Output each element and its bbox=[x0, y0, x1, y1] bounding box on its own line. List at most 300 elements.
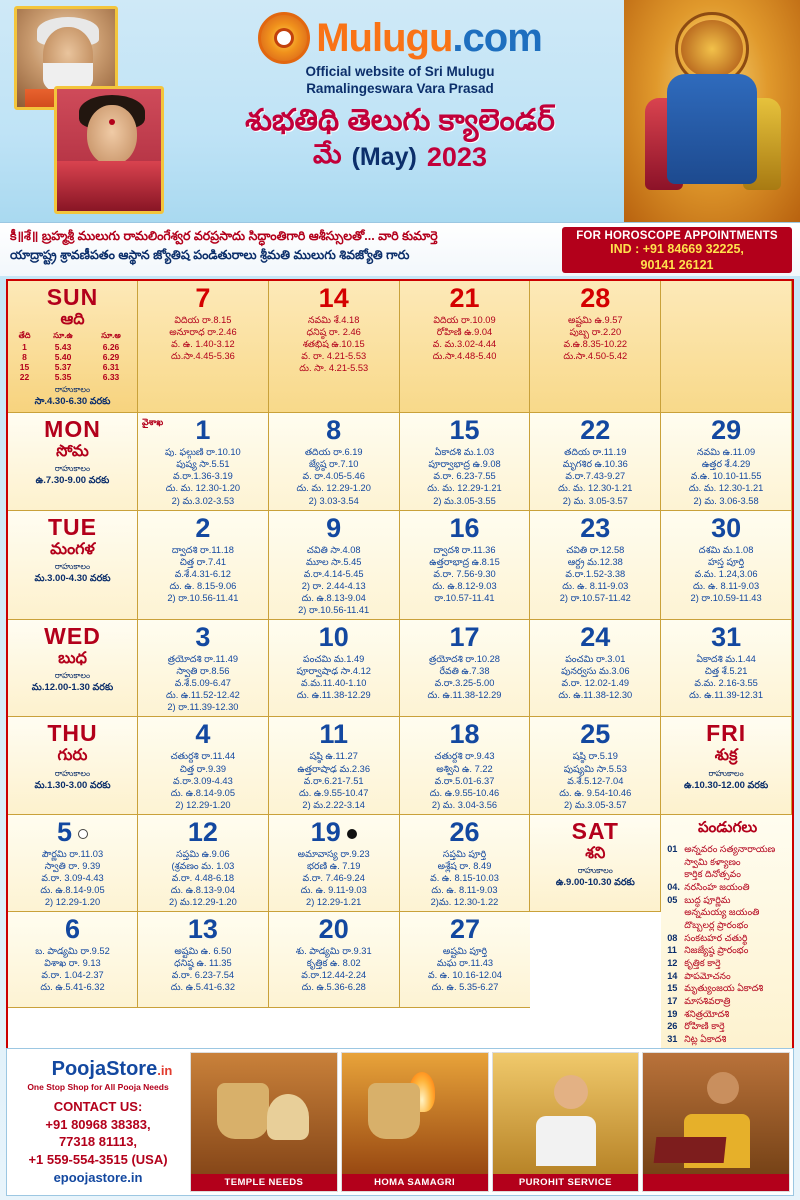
day-cell[interactable] bbox=[138, 511, 269, 620]
day-cell[interactable] bbox=[400, 815, 531, 912]
festival-date bbox=[667, 906, 680, 919]
panchangam-line: పూర్వాషాఢ సా.4.12 bbox=[296, 666, 371, 677]
weekday-name-te: మంగళ bbox=[50, 540, 95, 558]
panchangam-line: చవితి రా.12.58 bbox=[566, 544, 625, 555]
panchangam-line: స్వాతి రా. 9.39 bbox=[44, 860, 101, 871]
store-phone-3: +1 559-554-3515 (USA) bbox=[28, 1151, 168, 1167]
day-cell[interactable] bbox=[400, 511, 531, 620]
festival-date: 19 bbox=[667, 1008, 678, 1019]
day-cell[interactable] bbox=[138, 413, 269, 510]
panchangam-line: రేవతి ఉ.7.38 bbox=[439, 666, 490, 677]
festival-date: 17 bbox=[667, 996, 678, 1007]
sun-table-cell: 6.31 bbox=[102, 362, 120, 373]
weekday-name-te: బుధ bbox=[58, 650, 87, 668]
rahukalam-time: ఉ.7.30-9.00 వరకు bbox=[35, 475, 110, 487]
festival-name: రోహిణి కార్తె bbox=[684, 1021, 725, 1032]
panchangam-line: దు. ఉ.8.14-9.05 bbox=[40, 885, 105, 896]
panchangam-line: వ.రా. 6.23-7.55 bbox=[433, 471, 496, 482]
month-start-tag: వైశాఖ bbox=[142, 417, 164, 428]
day-number: 4 bbox=[195, 719, 211, 750]
panchangam-line: వ.శే.5.09-6.47 bbox=[174, 678, 231, 689]
panchangam-line: పంచమి మ.1.49 bbox=[303, 654, 365, 665]
festival-name: నరసింహ జయంతి bbox=[684, 881, 750, 892]
panchangam-line: దు. మ. 12.30-1.21 bbox=[558, 483, 633, 494]
festival-item bbox=[667, 1020, 788, 1033]
festival-name: దొబ్బలర్ల ప్రారంభం bbox=[684, 919, 749, 930]
day-number: 15 bbox=[449, 415, 480, 446]
weekday-name-te: ఆది bbox=[60, 311, 85, 328]
panchangam-line: షష్ఠి ఉ.11.27 bbox=[309, 751, 358, 762]
day-cell[interactable] bbox=[269, 511, 400, 620]
brand-wordmark bbox=[316, 18, 542, 58]
panchangam-line: అష్టమి ఉ.9.57 bbox=[567, 315, 623, 325]
panchangam-line: దు. ఉ. 5.35-6.27 bbox=[431, 982, 499, 993]
panchangam-line: తదియ రా.6.19 bbox=[304, 447, 363, 458]
day-cell[interactable] bbox=[530, 281, 661, 413]
footer-tiles bbox=[187, 1049, 793, 1195]
panchangam-line: దు.సా.4.50-5.42 bbox=[563, 351, 628, 362]
festival-item bbox=[667, 894, 788, 907]
horoscope-phone-1: IND : +91 84669 32225, bbox=[610, 242, 744, 256]
panchangam-line: దు. ఉ.11.38-12.29 bbox=[427, 690, 502, 701]
festivals-title: పండుగలు bbox=[698, 818, 758, 836]
horoscope-appointment-box[interactable] bbox=[562, 227, 792, 273]
rahukalam-time: ఉ.10.30-12.00 వరకు bbox=[683, 779, 769, 791]
day-number: 30 bbox=[711, 512, 742, 543]
festival-date: 12 bbox=[667, 958, 678, 969]
panchangam-line: దు. ఉ.8.13-9.04 bbox=[301, 592, 366, 603]
panchangam-line: వ. ఉ. 10.16-12.04 bbox=[427, 970, 502, 981]
weekday-name-te: శుక్ర bbox=[714, 747, 738, 765]
panchangam-line: చిత్త రా.7.41 bbox=[179, 556, 227, 567]
store-phone-2: 77318 81113, bbox=[58, 1134, 138, 1150]
day-cell[interactable] bbox=[269, 815, 400, 912]
weekday-name-te: సోమ bbox=[56, 443, 89, 461]
panchangam-line: అనూరాధ రా.2.46 bbox=[169, 327, 237, 338]
weekday-name-te: శని bbox=[585, 844, 606, 862]
panchangam-line: చతుర్దశి రా.11.44 bbox=[170, 751, 236, 762]
festivals-list bbox=[667, 843, 788, 1046]
panchangam-line: వ.రా.4.14-5.45 bbox=[303, 568, 364, 579]
year-label: 2023 bbox=[426, 142, 487, 173]
day-number: 3 bbox=[195, 622, 211, 653]
weekday-name-en: FRI bbox=[706, 720, 747, 747]
day-number: 17 bbox=[449, 622, 480, 653]
panchangam-line: చవితి సా.4.08 bbox=[306, 544, 361, 555]
festival-item bbox=[667, 906, 788, 919]
weekday-header-sun bbox=[8, 281, 138, 413]
panchangam-line: 2) మ.3.02-3.53 bbox=[171, 495, 235, 506]
day-cell[interactable] bbox=[661, 281, 792, 413]
panchangam-line: దు.సా.4.45-5.36 bbox=[170, 351, 235, 362]
rahukalam-label: రాహుకాలం bbox=[577, 866, 613, 876]
sun-table-cell: 5.43 bbox=[54, 342, 72, 353]
sun-table-cell: 5.40 bbox=[54, 352, 72, 363]
panchangam-line: దు. ఉ.9.55-10.47 bbox=[298, 787, 369, 798]
panchangam-line: 2) రా.10.56-11.41 bbox=[167, 592, 239, 603]
day-cell[interactable] bbox=[8, 815, 138, 912]
day-cell[interactable] bbox=[530, 620, 661, 717]
sun-table-cell: 6.33 bbox=[102, 372, 120, 383]
day-number: 14 bbox=[318, 283, 349, 313]
panchangam-line: ఏకాదశి మ.1.44 bbox=[696, 654, 756, 665]
contact-label: CONTACT US: bbox=[53, 1099, 143, 1114]
day-cell[interactable] bbox=[661, 620, 792, 717]
festival-name: పాపమోచనం bbox=[684, 970, 731, 981]
day-cell[interactable] bbox=[400, 620, 531, 717]
day-number: 16 bbox=[449, 512, 480, 543]
day-number: 2 bbox=[195, 512, 211, 543]
festival-date: 11 bbox=[667, 945, 677, 956]
panchangam-line: పుష్యమి సా.5.53 bbox=[563, 763, 627, 774]
sun-table-cell: 5.37 bbox=[54, 362, 72, 373]
day-number: 25 bbox=[580, 719, 611, 750]
day-cell[interactable] bbox=[400, 912, 531, 1008]
panchangam-line: ఏకాదశి మ.1.03 bbox=[434, 447, 495, 458]
sun-table-cell: 6.29 bbox=[102, 352, 120, 363]
festival-name: బుద్ధ పూర్ణిమ bbox=[684, 894, 731, 905]
month-row bbox=[172, 139, 628, 177]
panchangam-line: శు. పాడ్యమి రా.9.31 bbox=[295, 946, 372, 957]
panchangam-line: దు. ఉ.11.38-12.29 bbox=[296, 690, 371, 701]
festival-name: కృత్తిక కార్తె bbox=[684, 958, 721, 969]
panchangam-line: నవమి శే.4.18 bbox=[308, 315, 360, 325]
horoscope-title: FOR HOROSCOPE APPOINTMENTS bbox=[576, 230, 778, 242]
day-number: 27 bbox=[449, 914, 481, 945]
panchangam-line: వ.రా.5.01-6.37 bbox=[434, 775, 495, 786]
rahukalam-time: మ.12.00-1.30 వరకు bbox=[31, 682, 114, 694]
panchangam-line: త్రయోదశి రా.10.28 bbox=[428, 654, 500, 665]
festival-date: 05 bbox=[667, 894, 678, 905]
festival-name: అన్నవరం సత్యనారాయణ స్వామి కళ్యాణం bbox=[684, 843, 776, 867]
panchangam-line: అష్టమి పూర్తి bbox=[442, 946, 488, 957]
rahukalam-label: రాహుకాలం bbox=[54, 768, 91, 778]
store-phone-1: +91 80968 38383, bbox=[45, 1116, 151, 1132]
panchangam-line: వ.రా.3.25-5.00 bbox=[434, 678, 495, 689]
sun-table-row bbox=[10, 362, 135, 372]
sun-table-cell: 1 bbox=[22, 342, 27, 353]
weekday-name-en: WED bbox=[44, 623, 101, 650]
panchangam-line: వ.రా. 1.04-2.37 bbox=[41, 970, 104, 981]
day-cell[interactable] bbox=[400, 413, 531, 510]
weekday-name-te: గురు bbox=[57, 747, 88, 765]
header-portraits bbox=[6, 4, 172, 216]
panchangam-line: వ. రా. 4.21-5.53 bbox=[301, 351, 367, 362]
festival-name: అన్నమయ్య జయంతి bbox=[684, 907, 760, 918]
day-cell[interactable] bbox=[269, 717, 400, 814]
panchangam-line: వ. మ.3.02-4.44 bbox=[432, 339, 497, 350]
sunrise-sunset-table bbox=[10, 331, 135, 382]
day-number: 18 bbox=[449, 719, 480, 750]
astrologer-banner bbox=[0, 222, 800, 276]
panchangam-line: 2) రా.10.56-11.41 bbox=[298, 604, 370, 615]
store-name-text: PoojaStore bbox=[51, 1057, 158, 1080]
panchangam-line: దు. ఉ. 8.11-9.03 bbox=[562, 580, 629, 591]
panchangam-line: పుష్య సా.5.51 bbox=[176, 459, 230, 470]
panchangam-line: దు. ఉ. 8.11-9.03 bbox=[693, 580, 760, 591]
horoscope-phone-2: 90141 26121 bbox=[640, 257, 714, 272]
festival-item bbox=[667, 843, 788, 868]
weekday-header-thu bbox=[8, 717, 138, 814]
panchangam-line: వ.శే.5.12-7.04 bbox=[567, 775, 624, 786]
panchangam-line: దశమి మ.1.08 bbox=[698, 544, 754, 555]
weekday-name-en: SUN bbox=[46, 284, 99, 310]
day-cell[interactable] bbox=[269, 281, 400, 413]
panchangam-line: ద్వాదశి రా.11.18 bbox=[171, 544, 234, 555]
store-website[interactable]: epoojastore.in bbox=[53, 1170, 143, 1186]
brand-subtitle-line2: Ramalingeswara Vara Prasad bbox=[306, 80, 494, 96]
panchangam-line: వ.ఉ. 10.10-11.55 bbox=[690, 471, 762, 482]
day-number: 20 bbox=[318, 914, 349, 945]
day-cell[interactable] bbox=[530, 413, 661, 510]
panchangam-line: దు. ఉ. 9.11-9.03 bbox=[300, 885, 367, 896]
store-info bbox=[7, 1049, 187, 1195]
sun-table-row bbox=[10, 352, 135, 362]
day-number: 28 bbox=[580, 283, 611, 313]
panchangam-line: 2) మ.2.22-3.14 bbox=[302, 799, 365, 810]
panchangam-line: శతభిష ఉ.10.15 bbox=[302, 339, 365, 350]
panchangam-line: దు. ఉ.5.36-6.28 bbox=[301, 982, 366, 993]
panchangam-line: దు. ఉ.8.12-9.03 bbox=[432, 580, 497, 591]
panchangam-line: అశ్విని ఉ. 7.22 bbox=[436, 763, 493, 774]
panchangam-line: విదియ రా.10.09 bbox=[433, 315, 496, 325]
panchangam-line: అష్టమి ఉ. 6.50 bbox=[174, 946, 232, 957]
panchangam-line: 2) మ.12.29-1.20 bbox=[169, 897, 237, 908]
sun-table-cell: 6.26 bbox=[102, 342, 120, 353]
rahukalam-label: రాహుకాలం bbox=[54, 561, 91, 571]
panchangam-line: జ్యేష్ఠ రా.7.10 bbox=[308, 459, 359, 470]
weekday-header-wed bbox=[8, 620, 138, 717]
panchangam-line: దు. ఉ. 8.11-9.03 bbox=[431, 885, 498, 896]
day-cell[interactable] bbox=[400, 717, 531, 814]
sun-table-cell: 5.35 bbox=[54, 372, 72, 383]
panchangam-line: వ.రా. 12.02-1.49 bbox=[561, 678, 630, 689]
panchangam-line: వ.రా. 6.23-7.54 bbox=[171, 970, 235, 981]
panchangam-line: దు. మ. 12.29-1.20 bbox=[296, 483, 371, 494]
brand-name: Mulugu bbox=[316, 16, 453, 60]
page-header bbox=[0, 0, 800, 222]
panchangam-line: వ.రా.1.36-3.19 bbox=[173, 471, 233, 482]
day-cell[interactable] bbox=[138, 912, 269, 1008]
store-contact bbox=[15, 1098, 181, 1168]
day-number: 13 bbox=[187, 914, 218, 945]
panchangam-line: వ.రా.1.52-3.38 bbox=[565, 568, 626, 579]
weekday-header-mon bbox=[8, 413, 138, 510]
festival-item bbox=[667, 1033, 788, 1046]
panchangam-line: వ.మ. 1.24,3.06 bbox=[694, 568, 758, 579]
rahukalam-time: మ.1.30-3.00 వరకు bbox=[34, 779, 111, 791]
festival-date: 14 bbox=[667, 970, 678, 981]
tile-homa-samagri[interactable] bbox=[341, 1052, 489, 1192]
page-title: శుభతిథి తెలుగు క్యాలెండర్ bbox=[245, 103, 555, 137]
panchangam-line: 2) 3.03-3.54 bbox=[308, 495, 359, 506]
full-moon-icon bbox=[78, 829, 88, 839]
panchangam-line: వ.రా. 3.09-4.43 bbox=[41, 872, 104, 883]
day-cell[interactable] bbox=[138, 281, 269, 413]
panchangam-line: వ.రా. 7.46-9.24 bbox=[302, 872, 365, 883]
day-number: 21 bbox=[449, 283, 480, 313]
day-number: 9 bbox=[326, 512, 342, 543]
panchangam-line: వ.రా. 7.56-9.30 bbox=[433, 568, 496, 579]
weekday-name-en: THU bbox=[47, 720, 98, 747]
tile-consultation[interactable] bbox=[642, 1052, 790, 1192]
panchangam-line: దు. ఉ.5.41-6.32 bbox=[40, 982, 105, 993]
panchangam-line: పౌర్ణమి రా.11.03 bbox=[41, 848, 104, 859]
panchangam-line: దు. ఉ.8.13-9.04 bbox=[170, 885, 236, 896]
panchangam-line: వ.రా.12.44-2.24 bbox=[301, 970, 367, 981]
sun-table-cell: 15 bbox=[19, 362, 30, 373]
panchangam-line: దు. ఉ.11.39-12.31 bbox=[689, 690, 764, 701]
day-cell[interactable] bbox=[138, 815, 269, 912]
day-cell[interactable] bbox=[661, 511, 792, 620]
panchangam-line: దు. మ. 12.29-1.21 bbox=[427, 483, 502, 494]
festival-item bbox=[667, 944, 788, 957]
panchangam-line: దు.సా.4.48-5.40 bbox=[432, 351, 497, 362]
sun-table-header: సూ.ఉ bbox=[53, 331, 73, 341]
festival-date: 31 bbox=[667, 1034, 678, 1045]
festival-name: మాసశివరాత్రి bbox=[684, 996, 731, 1007]
panchangam-line: మృగశిర ఉ.10.36 bbox=[562, 459, 628, 470]
tile-caption: PUROHIT SERVICE bbox=[493, 1174, 639, 1191]
brand-domain: .com bbox=[452, 16, 542, 60]
panchangam-line: మూల సా.5.45 bbox=[305, 556, 362, 567]
day-cell[interactable] bbox=[8, 912, 138, 1008]
panchangam-line: 2) రా.11.39-12.30 bbox=[167, 702, 239, 713]
day-cell[interactable] bbox=[530, 511, 661, 620]
festival-item bbox=[667, 957, 788, 970]
poojastore-logo bbox=[15, 1057, 181, 1081]
e-logo-icon: e bbox=[31, 1060, 40, 1077]
rahukalam-time: సా.4.30-6.30 వరకు bbox=[34, 396, 111, 408]
festival-item bbox=[667, 982, 788, 995]
month-english: (May) bbox=[351, 143, 417, 172]
festival-date: 26 bbox=[667, 1021, 678, 1032]
panchangam-line: త్రయోదశి రా.11.49 bbox=[167, 654, 239, 665]
festival-date: 08 bbox=[667, 932, 678, 943]
day-number: 1 bbox=[195, 415, 211, 446]
day-number: 12 bbox=[187, 816, 218, 847]
day-number: 19 bbox=[272, 819, 396, 846]
weekday-name-en: MON bbox=[44, 416, 101, 443]
day-number: 29 bbox=[711, 415, 742, 446]
sun-table-cell: 22 bbox=[19, 372, 30, 383]
panchangam-line: 2) మ. 3.05-3.57 bbox=[562, 495, 628, 506]
store-name bbox=[52, 1058, 173, 1081]
panchangam-line: సప్తమి పూర్తి bbox=[442, 848, 487, 859]
panchangam-line: దు. సా. 4.21-5.53 bbox=[299, 363, 369, 374]
festival-name: నిజజ్యేష్ఠ ప్రారంభం bbox=[684, 945, 749, 956]
sun-table-row bbox=[10, 372, 135, 382]
festival-item bbox=[667, 881, 788, 894]
panchangam-line: వ.రా.3.09-4.43 bbox=[173, 775, 233, 786]
festival-item bbox=[667, 995, 788, 1008]
panchangam-line: 2) మ.3.05-3.55 bbox=[433, 495, 496, 506]
festival-item bbox=[667, 868, 788, 881]
panchangam-line: ఉత్తరాషాఢ మ.2.36 bbox=[297, 763, 371, 774]
panchangam-line: వ. ఉ. 1.40-3.12 bbox=[171, 339, 235, 350]
day-cell[interactable] bbox=[269, 413, 400, 510]
new-moon-icon bbox=[347, 829, 357, 839]
panchangam-line: పుబ్బ రా.2.20 bbox=[569, 327, 622, 338]
day-number: 22 bbox=[580, 415, 611, 446]
festival-date: 04. bbox=[667, 881, 680, 892]
day-cell[interactable] bbox=[269, 912, 400, 1008]
weekday-header-sat bbox=[530, 815, 661, 912]
panchangam-line: దు. మ. 12.30-1.21 bbox=[688, 483, 764, 494]
tile-temple-needs[interactable] bbox=[190, 1052, 338, 1192]
day-number: 5 bbox=[11, 819, 134, 846]
rahukalam-time: ఉ.9.00-10.30 వరకు bbox=[555, 877, 635, 889]
rahukalam-time: మ.3.00-4.30 వరకు bbox=[34, 572, 111, 584]
sun-table-row bbox=[10, 342, 135, 352]
panchangam-line: వ.మ. 2.16-3.55 bbox=[694, 678, 758, 689]
panchangam-line: దు. ఉ. 9.54-10.46 bbox=[559, 787, 632, 798]
panchangam-line: పు. ఫల్గుణి రా.10.10 bbox=[165, 447, 241, 458]
panchangam-line: రా.10.57-11.41 bbox=[434, 592, 495, 603]
day-number: 26 bbox=[449, 816, 480, 847]
day-cell[interactable] bbox=[400, 281, 531, 413]
panchangam-line: దు. ఉ.11.52-12.42 bbox=[165, 690, 240, 701]
tile-purohit-service[interactable] bbox=[492, 1052, 640, 1192]
brand-row bbox=[172, 0, 628, 64]
day-cell[interactable] bbox=[661, 413, 792, 510]
festival-item bbox=[667, 932, 788, 945]
festival-date: 01 bbox=[667, 843, 678, 854]
month-telugu: మే bbox=[313, 138, 342, 169]
panchangam-line: 2)మ. 12.30-1.22 bbox=[430, 897, 499, 908]
panchangam-line: (శ్రవణం మ. 1.03 bbox=[171, 860, 235, 871]
panchangam-line: విదియ రా.8.15 bbox=[174, 315, 232, 325]
header-branding bbox=[172, 0, 628, 222]
astrologer-portrait bbox=[54, 86, 164, 214]
panchangam-line: మఘ రా.11.43 bbox=[436, 958, 494, 969]
deity-artwork bbox=[624, 0, 800, 222]
day-number: 8 bbox=[326, 415, 342, 446]
panchangam-line: దు. ఉ.5.41-6.32 bbox=[170, 982, 236, 993]
panchangam-line: పునర్వసు మ.3.06 bbox=[561, 666, 630, 677]
rahukalam-label: రాహుకాలం bbox=[708, 768, 744, 778]
panchangam-line: స్వాతి రా.8.56 bbox=[176, 666, 230, 677]
panchangam-line: దు. ఉ.9.55-10.46 bbox=[429, 787, 500, 798]
panchangam-line: వ.మ.11.40-1.10 bbox=[301, 678, 367, 689]
rahukalam-label: రాహుకాలం bbox=[54, 671, 91, 681]
sun-table-header: తేది bbox=[18, 331, 31, 341]
day-cell[interactable] bbox=[530, 717, 661, 814]
panchangam-line: ద్వాదశి రా.11.36 bbox=[433, 544, 496, 555]
panchangam-line: కృత్తిక ఉ. 8.02 bbox=[306, 958, 361, 969]
sun-wheel-icon bbox=[258, 12, 310, 64]
page-footer bbox=[6, 1048, 794, 1196]
day-cell[interactable] bbox=[138, 620, 269, 717]
panchangam-line: వ.శే.4.31-6.12 bbox=[174, 568, 231, 579]
day-number: 10 bbox=[318, 622, 349, 653]
day-cell[interactable] bbox=[269, 620, 400, 717]
panchangam-line: 2) 12.29-1.20 bbox=[175, 799, 231, 810]
panchangam-line: వ.రా. 4.48-6.18 bbox=[171, 872, 235, 883]
festivals-panel bbox=[661, 815, 792, 1048]
tile-caption: TEMPLE NEEDS bbox=[191, 1174, 337, 1191]
panchangam-line: విశాఖ రా. 9.13 bbox=[44, 958, 101, 969]
day-cell[interactable] bbox=[138, 717, 269, 814]
rahukalam-label: రాహుకాలం bbox=[54, 464, 91, 474]
panchangam-line: వ. ఉ. 8.15-10.03 bbox=[430, 872, 499, 883]
panchangam-line: చిత్త రా.9.39 bbox=[179, 763, 227, 774]
panchangam-line: 2) మ. 3.06-3.58 bbox=[693, 495, 759, 506]
day-number: 24 bbox=[580, 622, 611, 653]
day-number: 7 bbox=[195, 283, 211, 313]
panchangam-line: దు. ఉ.8.14-9.05 bbox=[170, 787, 236, 798]
panchangam-line: ఉత్తర శే.4.29 bbox=[701, 459, 751, 470]
